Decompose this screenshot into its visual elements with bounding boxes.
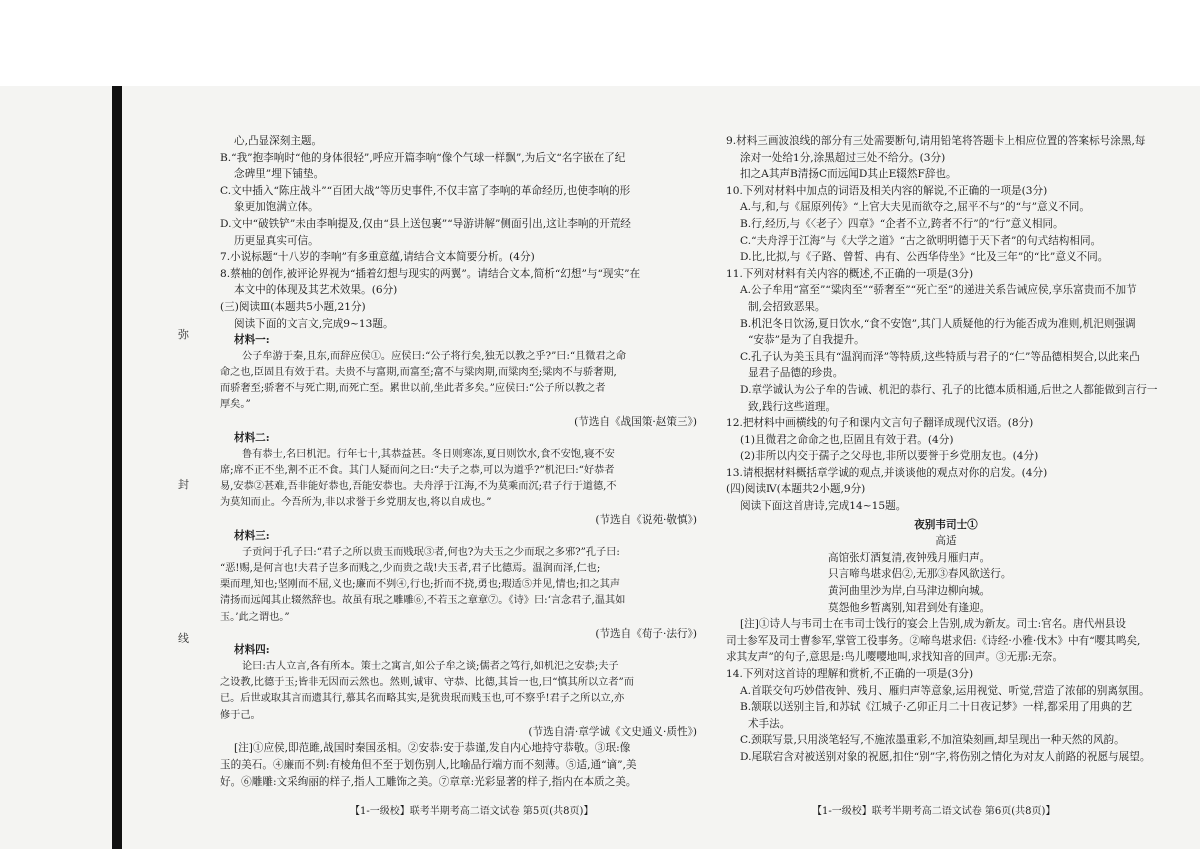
page-6-column (726, 133, 1166, 766)
text-line: 好。⑥雕雕:文采绚丽的样子,指人工雕饰之美。⑦章章:光彩显著的样子,指内在本质之美。 (220, 775, 637, 788)
text-line: A.与,和,与《屈原列传》“上官大夫见而欲夺之,屈平不与”的“与”意义不同。 (740, 201, 1090, 214)
text-line: B.“我”抱李响时“他的身体很轻”,呼应开篇李响“像个气球一样飘”,为后文“名字嵌在了纪 (220, 151, 626, 164)
text-line: 命之也,臣固且有效于君。夫贵不与富期,而富至;富不与粱肉期,而粱肉至;粱肉不与骄奢期, (220, 366, 617, 378)
text-line: C.“夫舟浮于江海”与《大学之道》“古之欲明明德于天下者”的句式结构相同。 (740, 234, 1102, 247)
margin-label-seal: 弥 (178, 328, 189, 341)
text-line: 10.下列对材料中加点的词语及相关内容的解说,不正确的一项是(3分) (726, 184, 1048, 197)
text-line: D.文中“破铁铲”未由李响提及,仅由“县上送包裹”“导游讲解”侧面引出,这让李响的开荒经 (220, 217, 631, 230)
poem (726, 517, 1166, 617)
text-line: [注]①应侯,即范雎,战国时秦国丞相。②安恭:安于恭谨,发自内心地持守恭敬。③珉:像 (234, 742, 631, 755)
text-line: (节选自《荀子·法行》) (595, 627, 697, 640)
text-line: 清扬而远闻其止辍然辞也。故虽有珉之雕雕⑥,不若玉之章章⑦。《诗》曰:‘言念君子,温其如 (220, 595, 626, 607)
text-line: 13.请根据材料概括章学诚的观点,并谈谈他的观点对你的启发。(4分) (726, 466, 1048, 479)
margin-label-seal: 封 (178, 478, 189, 491)
text-line: C.颈联写景,只用淡笔轻写,不施浓墨重彩,不加渲染刻画,却呈现出一种天然的风韵。 (740, 734, 1125, 747)
poem-line: 高馆张灯酒复清,夜钟残月雁归声。 (828, 551, 991, 564)
text-line: 司士参军及司士曹参军,掌管工役事务。②啼鸟堪求侣:《诗经·小雅·伐木》中有“嘤其鸣矣, (726, 634, 1141, 647)
text-line: 公子牟游于秦,且东,而辞应侯①。应侯曰:“公子将行矣,独无以教之乎?”曰:“且微君之命 (242, 350, 627, 362)
text-line: 心,凸显深刻主题。 (234, 135, 323, 147)
text-line: 念碑里”埋下铺垫。 (234, 168, 325, 181)
text-line: 12.把材料中画横线的句子和课内文言句子翻译成现代汉语。(8分) (726, 417, 1034, 430)
text-line: D.尾联宕含对被送别对象的祝愿,扣住“别”字,将伤别之情化为对友人前路的祝愿与展望。 (740, 750, 1151, 763)
margin-label-line: 线 (178, 632, 189, 645)
text-line: A.首联交句巧妙借夜钟、残月、雁归声等意象,运用视觉、听觉,营造了浓郁的别离氛围。 (740, 684, 1150, 697)
poem-line: 只言啼鸟堪求侣②,无那③春风欲送行。 (828, 568, 1012, 581)
text-line: 玉的美石。④廉而不刿:有棱角但不至于划伤别人,比喻品行端方而不刻薄。⑤适,通“谪”,美 (220, 758, 637, 771)
poem-line: 莫怨他乡暂离别,知君到处有逢迎。 (828, 601, 991, 614)
text-line: B.行,经历,与《〈老子〉四章》“企者不立,跨者不行”的“行”意义相同。 (740, 217, 1064, 230)
text-line: 材料四: (234, 644, 270, 657)
text-line: 9.材料三画波浪线的部分有三处需要断句,请用铅笔将答题卡上相应位置的答案标号涂黑,每 (726, 135, 1146, 147)
text-line: (2)非所以内交于孺子之父母也,非所以要誉于乡党朋友也。(4分) (740, 450, 1039, 463)
text-line: 之设教,比德于玉;皆非无因而云然也。然则,诚审、守恭、比德,其旨一也,曰“慎其所以立者”而 (220, 677, 634, 689)
text-line: 材料二: (234, 432, 270, 445)
text-line: 阅读下面这首唐诗,完成14~15题。 (740, 500, 907, 513)
text-line: 扣之A其声B清扬C而远闻D其止E辍然F辞也。 (740, 168, 957, 181)
text-line: 致,践行这些道理。 (748, 400, 837, 413)
text-line: C.孔子认为美玉具有“温润而泽”等特质,这些特质与君子的“仁”等品德相契合,以此来凸 (740, 350, 1140, 363)
page-5-column (220, 133, 705, 790)
binding-edge (112, 86, 122, 849)
text-line: 易,安恭②甚难,吾非能好恭也,吾能安恭也。夫舟浮于江海,不为莫乘而沉;君子行于道德,不 (220, 481, 617, 493)
text-line: 11.下列对材料有关内容的概述,不正确的一项是(3分) (726, 267, 974, 280)
text-line: (节选自《说苑·敬慎》) (595, 513, 697, 526)
text-line: 席;席不正不坐,割不正不食。其门人疑而问之曰:“夫子之恭,可以为道乎?”机汜曰:“好恭者 (220, 464, 615, 476)
text-line: 显君子品德的珍贵。 (748, 367, 844, 380)
text-line: D.章学诚认为公子牟的告诫、机汜的恭行、孔子的比德本质相通,后世之人都能做到言行一 (740, 383, 1158, 396)
text-line: (三)阅读Ⅲ(本题共5小题,21分) (220, 300, 366, 313)
text-line: 14.下列对这首诗的理解和赏析,不正确的一项是(3分) (726, 668, 974, 680)
text-line: 而骄奢至;骄奢不与死亡期,而死亡至。累世以前,坐此者多矣。”应侯曰:“公子所以教之者 (220, 383, 606, 395)
text-line: 涂对一处给1分,涂黑超过三处不给分。(3分) (740, 151, 946, 164)
poem-line: 黄河曲里沙为岸,白马津边柳向城。 (828, 585, 991, 598)
questions-14 (726, 616, 1166, 765)
text-line: 玉。’此之谓也。” (220, 611, 290, 623)
text-line: 求其友声”的句子,意思是:鸟儿嘤嘤地叫,求找知音的回声。③无那:无奈。 (726, 651, 1064, 664)
text-line: 为莫知而止。今吾所为,非以求誉于乡党朋友也,将以自成也。” (220, 497, 492, 509)
text-line: (四)阅读Ⅳ(本题共2小题,9分) (726, 483, 866, 496)
text-line: 历更显真实可信。 (234, 234, 319, 247)
text-line: 鲁有恭士,名曰机汜。行年七十,其恭益甚。冬日则寒冻,夏日则饮水,食不安饱,寝不安 (242, 448, 615, 460)
text-line: “安恭”是为了自我提升。 (748, 334, 865, 347)
text-line: (节选自清·章学诚《文史通义·质性》) (528, 725, 697, 738)
text-line: B.颔联以送别主旨,和苏轼《江城子·乙卯正月二十日夜记梦》一样,都采用了用典的艺 (740, 701, 1133, 714)
text-line: C.文中插入“陈庄战斗”“百团大战”等历史事件,不仅丰富了李响的革命经历,也使李响的形 (220, 184, 631, 197)
footer-page-5: 【1-一级校】联考半期考高二语文试卷 第5页(共8页)】 (350, 806, 594, 817)
text-line: 材料三: (234, 530, 270, 543)
text-line: D.比,比拟,与《子路、曾皙、冉有、公西华侍坐》“比及三年”的“比”意义不同。 (740, 251, 1109, 264)
poem-title: 夜别韦司士① (914, 518, 978, 531)
text-line: [注]①诗人与韦司士在韦司士饯行的宴会上告别,成为新友。司士:官名。唐代州县设 (740, 618, 1126, 631)
text-line: “恶!赐,是何言也!夫君子岂多而贱之,少而贵之哉!夫玉者,君子比德焉。温润而泽,仁也; (220, 562, 601, 574)
footer-page-6: 【1-一级校】联考半期考高二语文试卷 第6页(共8页)】 (812, 806, 1056, 817)
questions-9-13 (726, 133, 1166, 515)
text-line: 论曰:古人立言,各有所本。策士之寓言,如公子牟之谈;儒者之笃行,如机汜之安恭;夫子 (242, 660, 619, 672)
text-line: 8.蔡柚的创作,被评论界视为“插着幻想与现实的两翼”。请结合文本,简析“幻想”与“现实”在 (220, 267, 641, 280)
poem-author: 高适 (935, 535, 957, 548)
text-line: 栗而理,知也;坚刚而不屈,义也;廉而不刿④,行也;折而不挠,勇也;瑕适⑤并见,情也;扣之其声 (220, 579, 621, 591)
text-line: 象更加饱满立体。 (234, 201, 319, 214)
text-line: 修于己。 (220, 709, 261, 721)
text-line: 术手法。 (748, 717, 791, 730)
text-line: 子贡问于孔子曰:“君子之所以贵玉而贱珉③者,何也?为夫玉之少而珉之多邪?”孔子曰: (242, 546, 620, 558)
text-line: 已。后世或取其言而遗其行,慕其名而略其实,是犹贵珉而贱玉也,可不察乎!君子之所以立,亦 (220, 693, 625, 705)
text-line: 制,会招致恶果。 (748, 300, 826, 313)
text-line: 材料一: (234, 334, 270, 347)
scan-top-band (0, 0, 1200, 86)
text-line: B.机汜冬日饮汤,夏日饮水,“食不安饱”,其门人质疑他的行为能否成为准则,机汜则强调 (740, 317, 1136, 330)
text-line: (1)且微君之命命之也,臣固且有效于君。(4分) (740, 433, 954, 446)
text-line: (节选自《战国策·赵策三》) (574, 415, 697, 428)
text-line: 厚矣。” (220, 399, 251, 411)
text-line: A.公子牟用“富至”“粱肉至”“骄奢至”“死亡至”的递进关系告诫应侯,享乐富贵而不加节 (740, 284, 1137, 297)
text-line: 本文中的体现及其艺术效果。(6分) (234, 284, 398, 297)
text-line: 阅读下面的文言文,完成9~13题。 (234, 317, 394, 330)
text-line: 7.小说标题“十八岁的李响”有多重意蕴,请结合文本简要分析。(4分) (220, 251, 535, 264)
